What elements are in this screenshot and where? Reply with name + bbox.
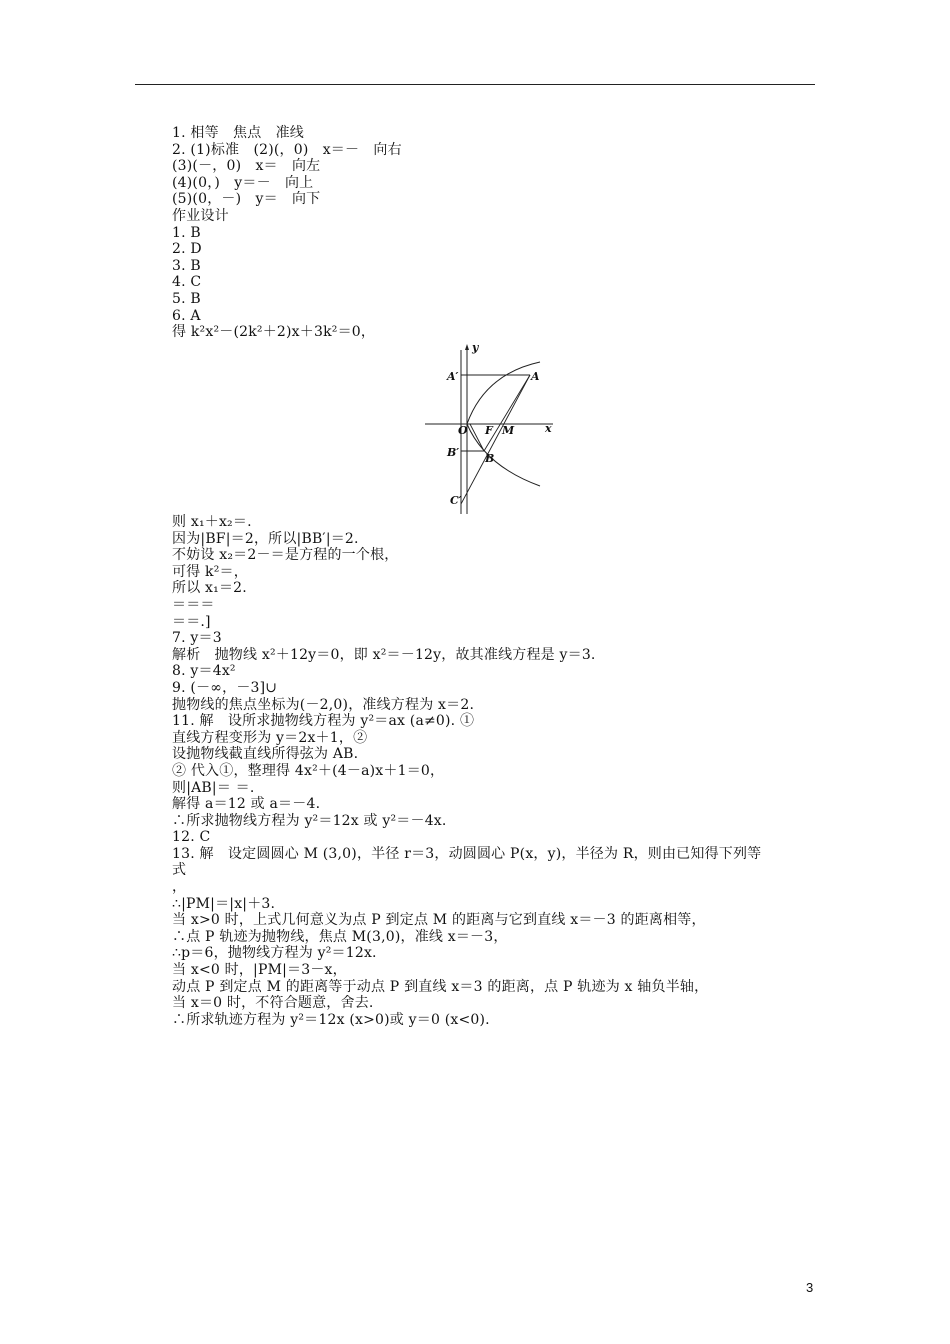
answer-line: 所以 x₁＝2. xyxy=(172,580,247,597)
parabola-diagram xyxy=(425,338,560,518)
answer-line: 不妨设 x₂＝2－＝是方程的一个根， xyxy=(172,547,399,564)
label-x: x xyxy=(545,422,552,435)
answer-line: ＝＝.] xyxy=(172,613,211,630)
header-rule xyxy=(135,84,815,85)
label-A: A xyxy=(531,370,540,383)
answer-line: ∴|PM|＝|x|＋3. xyxy=(172,895,276,912)
label-F: F xyxy=(485,424,493,437)
answer-line: (3)(－，0) x＝ 向左 xyxy=(172,158,321,175)
label-y: y xyxy=(472,341,479,354)
label-M: M xyxy=(502,424,515,437)
answers-top xyxy=(172,125,822,341)
answer-line: 动点 P 到定点 M 的距离等于动点 P 到直线 x＝3 的距离，点 P 轨迹为 x 轴负半轴， xyxy=(172,978,709,995)
answer-line: 因为|BF|＝2，所以|BB′|＝2. xyxy=(172,530,359,547)
answer-line: (4)(0，) y＝－ 向上 xyxy=(172,174,314,191)
answer-line: ∴所求抛物线方程为 y²＝12x 或 y²＝－4x. xyxy=(172,812,447,829)
parabola-figure xyxy=(425,338,560,518)
answer-line: 1. 相等 焦点 准线 xyxy=(172,125,305,141)
answer-line: 抛物线的焦点坐标为(－2,0)，准线方程为 x＝2. xyxy=(172,696,475,713)
answer-line: 得 k²x²－(2k²＋2)x＋3k²＝0， xyxy=(172,324,376,341)
answer-line: ② 代入①，整理得 4x²＋(4－a)x＋1＝0， xyxy=(172,762,445,779)
answer-line: 4. C xyxy=(172,274,202,291)
answer-line: 2. (1)标准 (2)(，0) x＝－ 向右 xyxy=(172,141,402,158)
answer-line: 当 x＝0 时，不符合题意，舍去. xyxy=(172,995,374,1012)
answer-line: ＝＝＝ xyxy=(172,596,215,613)
answer-line: 解析 抛物线 x²＋12y＝0，即 x²＝－12y，故其准线方程是 y＝3. xyxy=(172,646,596,663)
answer-line: (5)(0，－) y＝ 向下 xyxy=(172,191,321,208)
answer-line: 6. A xyxy=(172,307,201,324)
answer-line: 11. 解 设所求抛物线方程为 y²＝ax (a≠0). ① xyxy=(172,713,475,730)
label-B: B xyxy=(485,452,495,465)
answer-line: 当 x>0 时，上式几何意义为点 P 到定点 M 的距离与它到直线 x＝－3 的距离相等， xyxy=(172,912,706,929)
answer-line: 3. B xyxy=(172,257,201,274)
answer-line: 1. B xyxy=(172,224,201,241)
line-C-A xyxy=(461,375,530,504)
answer-line: ∴点 P 轨迹为抛物线，焦点 M(3,0)，准线 x＝－3， xyxy=(172,928,508,945)
section-heading: 作业设计 xyxy=(172,207,229,224)
answer-line: 12. C xyxy=(172,829,211,846)
answer-line: ∴所求轨迹方程为 y²＝12x (x>0)或 y＝0 (x<0). xyxy=(172,1011,490,1028)
answer-line: 解得 a＝12 或 a＝－4. xyxy=(172,796,321,813)
answer-line: 当 x<0 时，|PM|＝3－x， xyxy=(172,962,347,979)
answer-line: 13. 解 设定圆圆心 M (3,0)，半径 r＝3，动圆圆心 P(x，y)，半径为 R，则由已知得下列等 xyxy=(172,845,762,862)
answer-line: 设抛物线截直线所得弦为 AB. xyxy=(172,746,359,763)
answer-line: 可得 k²＝， xyxy=(172,563,248,580)
y-axis-arrow xyxy=(465,344,469,350)
line-B-O xyxy=(470,424,484,451)
answer-line: 5. B xyxy=(172,290,201,307)
label-O: O xyxy=(458,424,468,437)
answer-line: 9. (－∞，－3]∪ xyxy=(172,679,278,696)
answers-bottom xyxy=(172,514,822,1028)
label-A-prime: A′ xyxy=(447,370,459,383)
answer-line: 式 xyxy=(172,862,187,879)
answer-line: 则 x₁＋x₂＝. xyxy=(172,514,252,530)
answer-line: 8. y＝4x² xyxy=(172,663,236,680)
label-C-prime: C′ xyxy=(450,494,462,507)
answer-line: 7. y＝3 xyxy=(172,630,222,647)
answer-line: 直线方程变形为 y＝2x＋1，② xyxy=(172,729,368,746)
label-B-prime: B′ xyxy=(447,446,460,459)
answer-line: ， xyxy=(172,879,187,896)
page-number: 3 xyxy=(806,1280,814,1295)
answer-line: 2. D xyxy=(172,241,202,258)
answer-line: 则|AB|＝ ＝. xyxy=(172,779,255,796)
answer-line: ∴p＝6，抛物线方程为 y²＝12x. xyxy=(172,945,377,962)
